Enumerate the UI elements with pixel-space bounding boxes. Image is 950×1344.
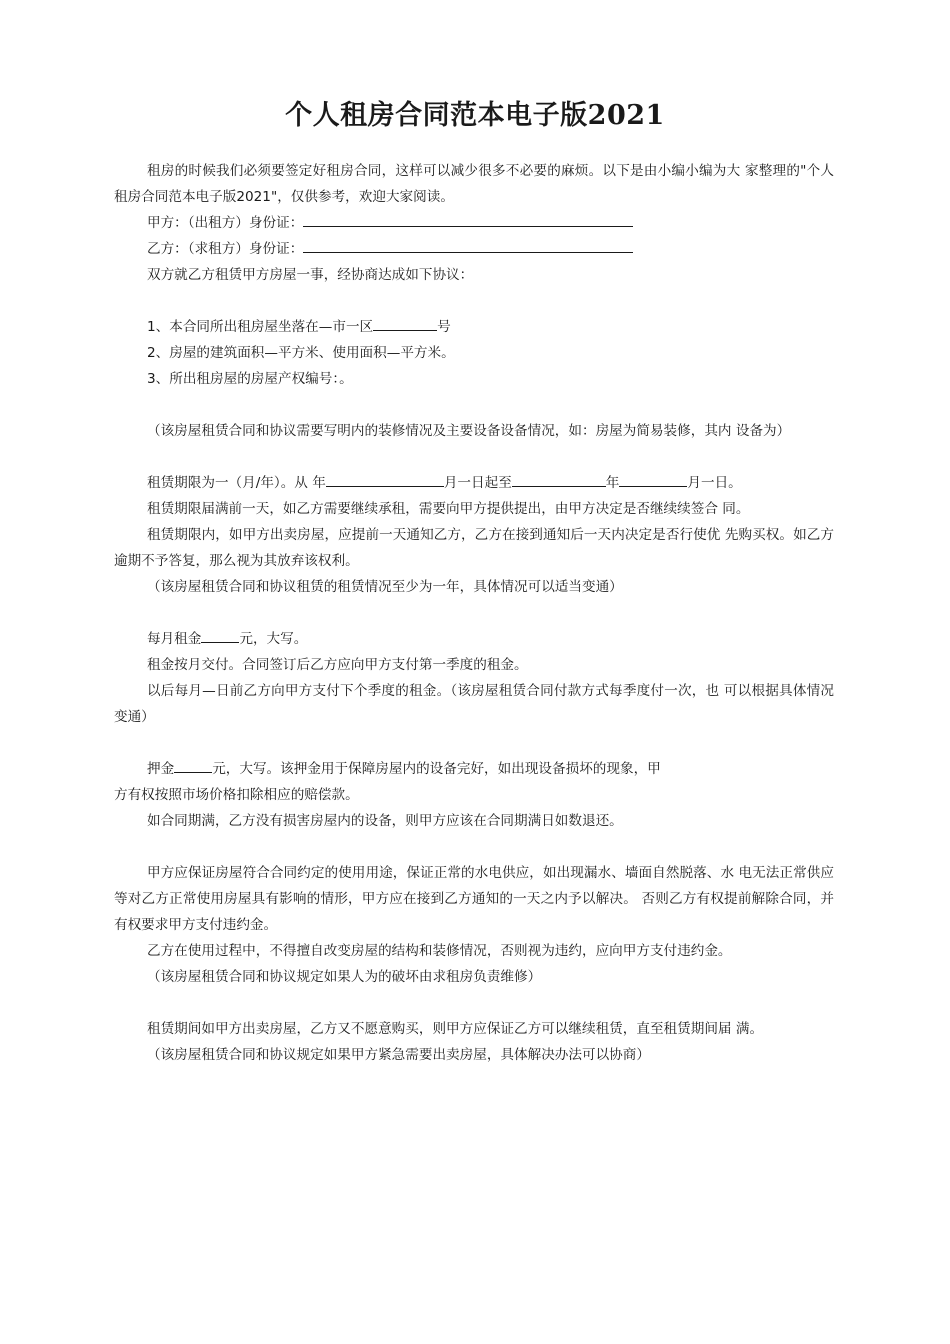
lease-term-start: 租赁期限为一（月/年）。从 年: [147, 475, 326, 491]
party-a-id-blank: [303, 211, 633, 227]
spacer: [114, 730, 834, 756]
note-lease: （该房屋租赁合同和协议租赁的租赁情况至少为一年，具体情况可以适当变通）: [147, 579, 623, 595]
spacer: [114, 288, 834, 314]
landlord-obligation: 甲方应保证房屋符合合同约定的使用用途，保证正常的水电供应，如出现漏水、墙面自然脱落、水 电无法正常供应等对乙方正常使用房屋具有影响的情形，甲方应在接到乙方通知的一天之内予以解决。 否则乙方有权提前解除合同，并有权要求甲方支付违约金。: [114, 865, 834, 933]
lease-term: [114, 470, 834, 496]
lease-term-mid: 月一日起至: [443, 475, 512, 491]
clause-1-text: 1、本合同所出租房屋坐落在—市一区: [147, 319, 374, 335]
note-decoration: （该房屋租赁合同和协议需要写明内的装修情况及主要设备设备情况，如：房屋为简易装修，其内 设备为）: [147, 423, 791, 439]
clause-1-suffix: 号: [437, 319, 451, 335]
monthly-rent: [114, 626, 834, 652]
monthly-rent-label: 每月租金: [147, 631, 202, 647]
document-body: [114, 158, 834, 1068]
document-title: 个人租房合同范本电子版2021: [285, 100, 665, 131]
deposit-blank: [174, 757, 212, 773]
rent-payment: 租金按月交付。合同签订后乙方应向甲方支付第一季度的租金。: [147, 657, 528, 673]
spacer: [114, 392, 834, 418]
deposit-text: 元，大写。该押金用于保障房屋内的设备完好，如出现设备损坏的现象，甲: [212, 761, 661, 777]
lease-term-blank-1: [326, 471, 444, 487]
party-a-line: [114, 210, 834, 236]
monthly-rent-blank: [201, 627, 239, 643]
party-b-line: [114, 236, 834, 262]
deposit-return: 如合同期满，乙方没有损害房屋内的设备，则甲方应该在合同期满日如数退还。: [147, 813, 623, 829]
agreement-intro: 双方就乙方租赁甲方房屋一事，经协商达成如下协议：: [147, 267, 474, 283]
clause-1-blank: [373, 315, 437, 331]
deposit-continued: 方有权按照市场价格扣除相应的赔偿款。: [114, 787, 359, 803]
spacer: [114, 990, 834, 1016]
party-b-id-blank: [303, 237, 633, 253]
deposit: [114, 756, 834, 782]
deposit-label: 押金: [147, 761, 175, 777]
lease-renewal: 租赁期限届满前一天，如乙方需要继续承租，需要向甲方提供提出，由甲方决定是否继续续签合 同。: [147, 501, 750, 517]
clause-1: [114, 314, 834, 340]
sale-during-lease: 租赁期间如甲方出卖房屋，乙方又不愿意购买，则甲方应保证乙方可以继续租赁，直至租赁期间届 满。: [147, 1021, 764, 1037]
lease-term-blank-2: [512, 471, 606, 487]
intro-paragraph: 租房的时候我们必须要签定好租房合同，这样可以减少很多不必要的麻烦。以下是由小编小编为大 家整理的"个人租房合同范本电子版2021"，仅供参考，欢迎大家阅读。: [114, 163, 834, 205]
spacer: [114, 834, 834, 860]
tenant-obligation: 乙方在使用过程中，不得擅自改变房屋的结构和装修情况，否则视为违约，应向甲方支付违约金。: [147, 943, 732, 959]
clause-2: 2、房屋的建筑面积—平方米、使用面积—平方米。: [147, 345, 455, 361]
note-repair: （该房屋租赁合同和协议规定如果人为的破坏由求租房负责维修）: [147, 969, 542, 985]
note-sale: （该房屋租赁合同和协议规定如果甲方紧急需要出卖房屋，具体解决办法可以协商）: [147, 1047, 650, 1063]
lease-term-blank-3: [619, 471, 687, 487]
lease-term-end: 月一日。: [687, 475, 742, 491]
clause-3: 3、所出租房屋的房屋产权编号：。: [147, 371, 353, 387]
rent-schedule: 以后每月—日前乙方向甲方支付下个季度的租金。（该房屋租赁合同付款方式每季度付一次，也 可以根据具体情况变通）: [114, 683, 834, 725]
lease-term-year: 年: [605, 475, 620, 491]
spacer: [114, 600, 834, 626]
spacer: [114, 444, 834, 470]
party-a-label: 甲方：（出租方）身份证：: [147, 215, 304, 231]
party-b-label: 乙方：（求租方）身份证：: [147, 241, 304, 257]
lease-preemption: 租赁期限内，如甲方出卖房屋，应提前一天通知乙方，乙方在接到通知后一天内决定是否行使优 先购买权。如乙方逾期不予答复，那么视为其放弃该权利。: [114, 527, 834, 569]
monthly-rent-suffix: 元，大写。: [239, 631, 308, 647]
